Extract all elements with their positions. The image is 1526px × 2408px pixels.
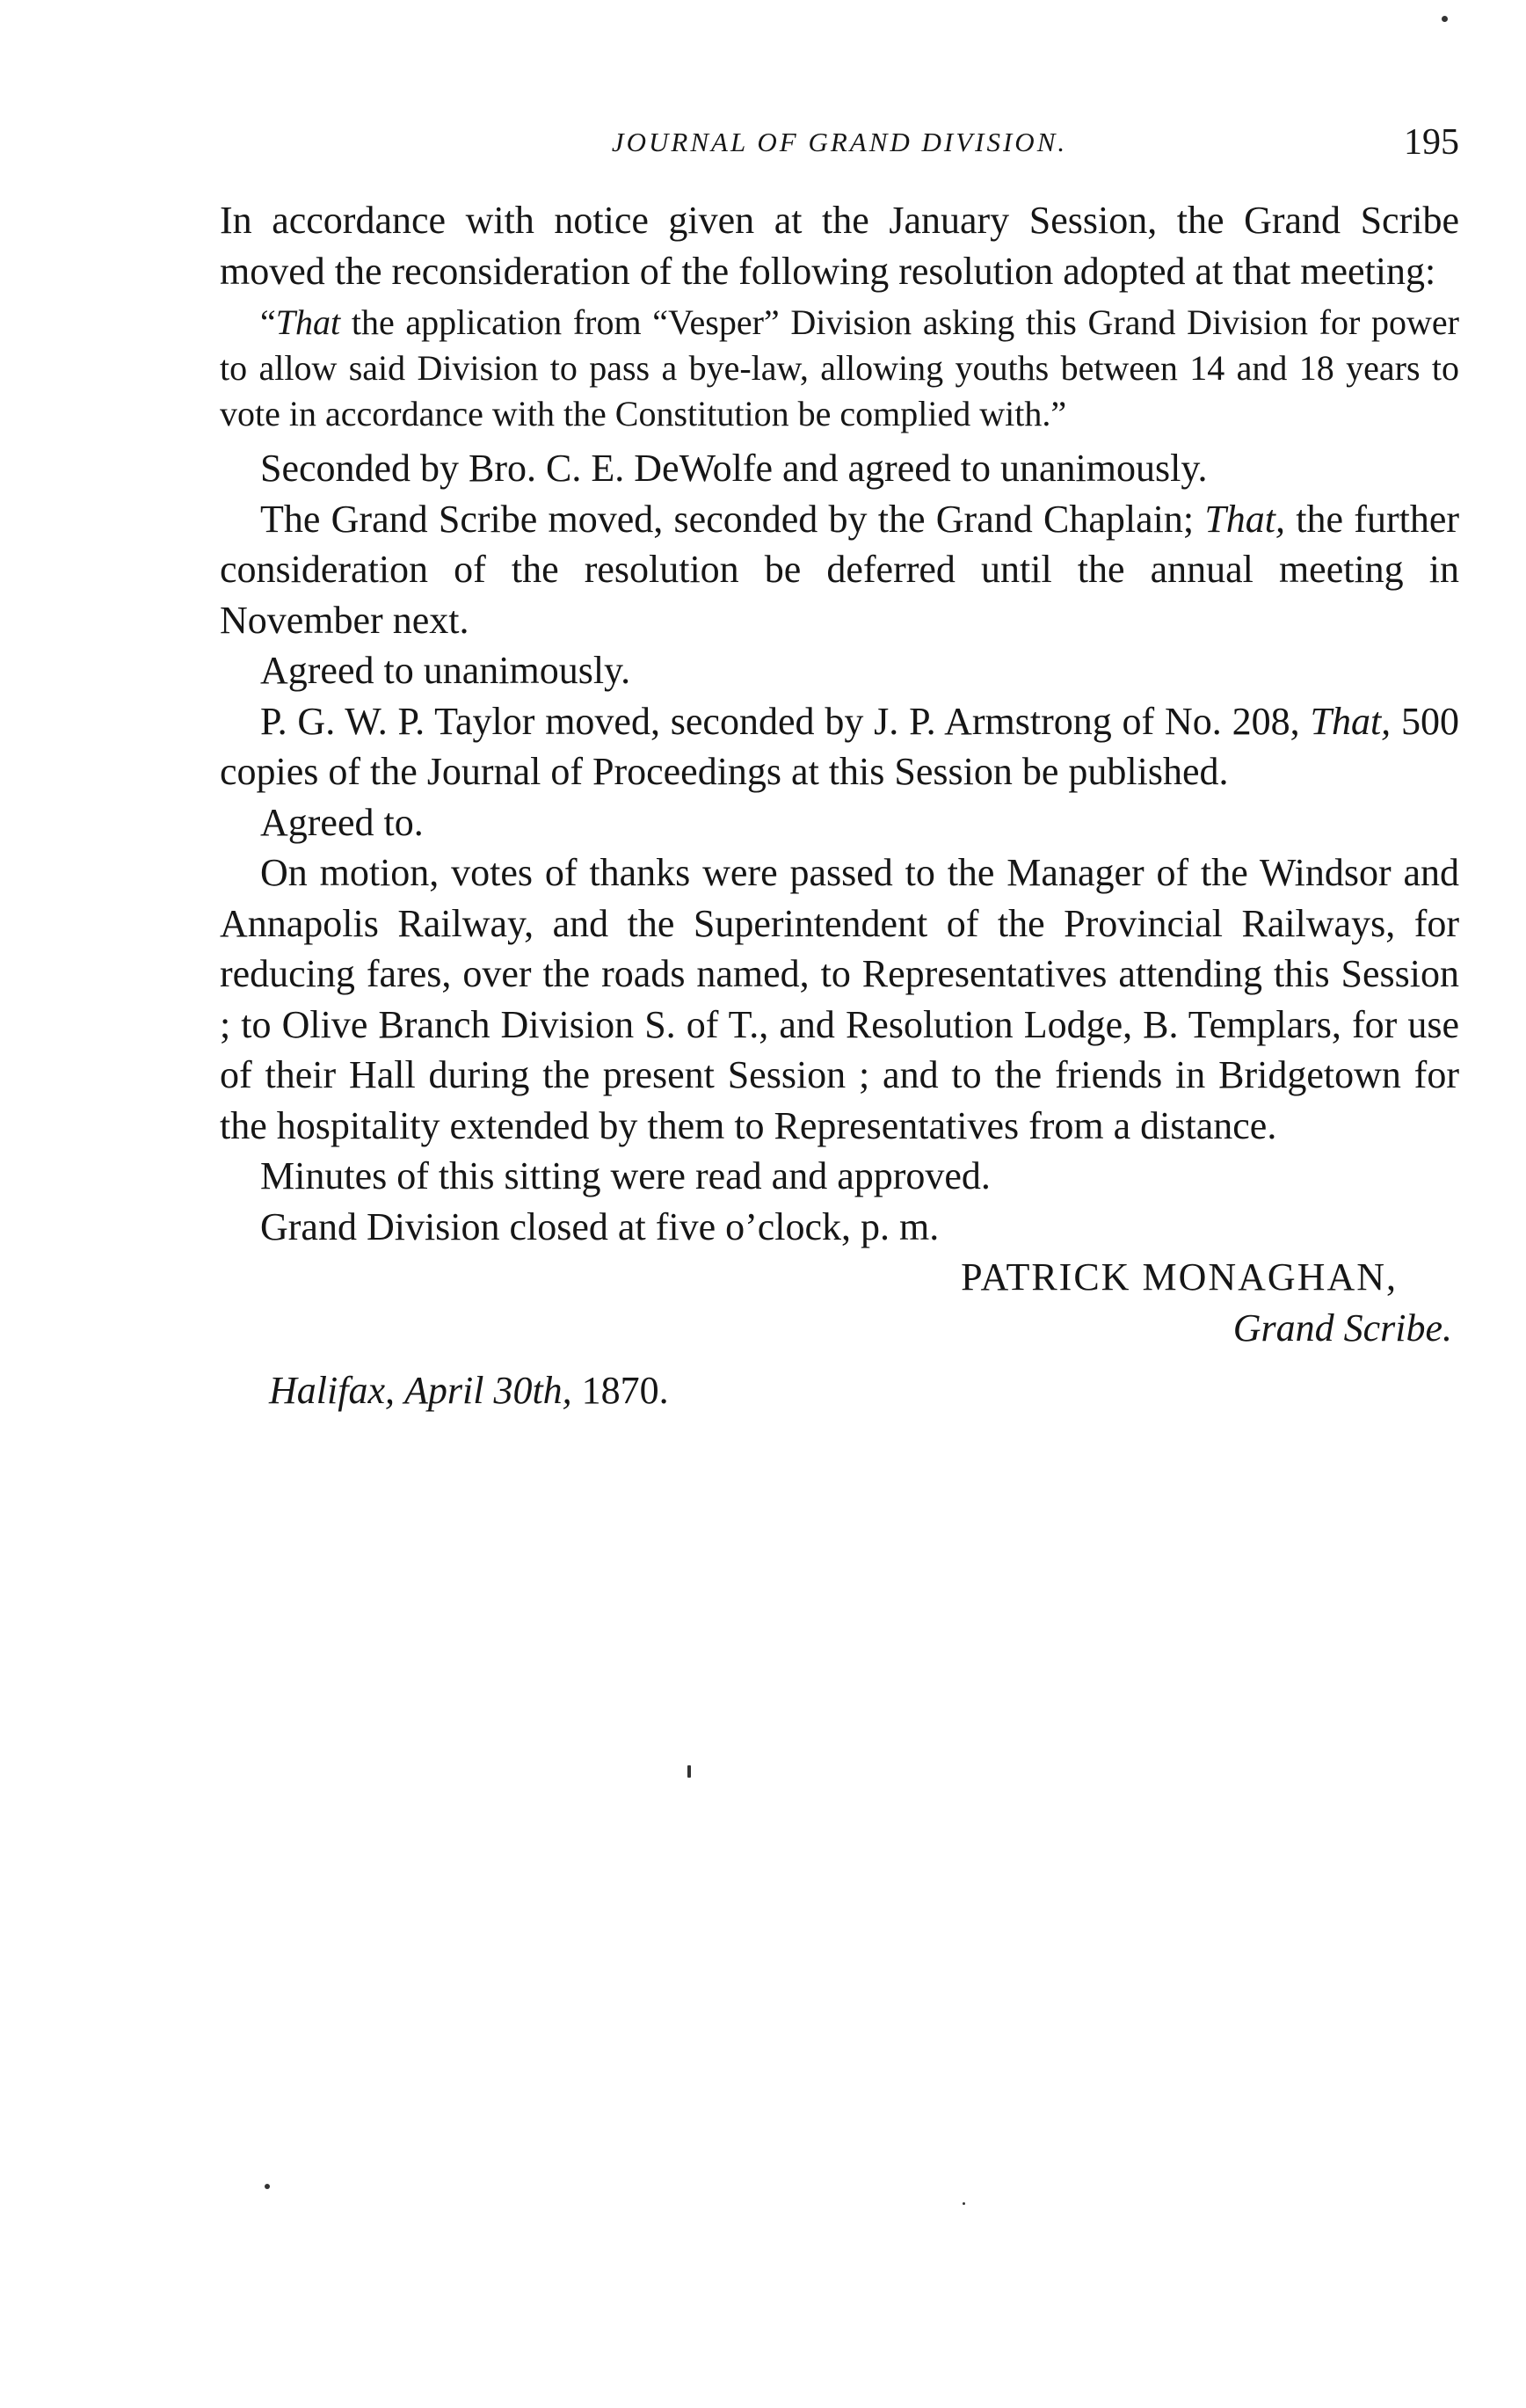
quote-open-mark: “ [260, 302, 276, 342]
paragraph-agreed-unanimously: Agreed to unanimously. [260, 649, 631, 692]
dateline [220, 1365, 1459, 1416]
paragraph-minutes: Minutes of this sitting were read and approved. [260, 1154, 991, 1197]
running-title: JOURNAL OF GRAND DIVISION. [611, 127, 1068, 157]
publication-motion-intro: P. G. W. P. Taylor moved, seconded by J. P. Armstrong of No. 208, [260, 699, 1311, 743]
quoted-resolution [220, 300, 1459, 437]
quote-rest: the application from “Vesper” Division asking this Grand Division for power to allow said Division to pass a bye-law, allowing youths between 14 and 18 years to vote in accordance with the Constitution be complied with.” [220, 302, 1459, 433]
dateline-day: 30th, [493, 1369, 572, 1412]
quote-that: That [275, 302, 341, 342]
paragraph-publication-motion [220, 696, 1459, 797]
signature-title: Grand Scribe. [1232, 1306, 1452, 1349]
paragraph-notice: In accordance with notice given at the January Session, the Grand Scribe moved the reconsideration of the following resolution adopted at that meeting: [220, 199, 1459, 293]
paragraph-agreed: Agreed to. [260, 800, 424, 844]
paragraph-closing: Grand Division closed at five o’clock, p. m. [260, 1204, 940, 1248]
signature-name: PATRICK MONAGHAN, [961, 1255, 1398, 1299]
dateline-place: Halifax, [269, 1369, 395, 1412]
scan-speck [265, 2184, 270, 2189]
publication-motion-rest: 500 copies of the Journal of Proceedings at this Session be published. [220, 699, 1459, 793]
deferral-that: That, [1204, 497, 1286, 541]
dateline-year: 1870. [581, 1369, 669, 1412]
scan-speck [963, 2202, 965, 2205]
paragraph-votes-of-thanks: On motion, votes of thanks were passed to the Manager of the Windsor and Annapolis Railway, and the Superintendent of the Provincial Railways, for reducing fares, over the roads named, to Representatives attending this Session ; to Olive Branch Division S. of T., and Resolution Lodge, B. Templars, for use of their Hall during the present Session ; and to the friends in Bridgetown for the hospitality extended by them to Representatives from a distance. [220, 851, 1459, 1147]
paragraph-deferral-motion [220, 494, 1459, 646]
deferral-motion-intro: The Grand Scribe moved, seconded by the Grand Chaplain; [260, 497, 1205, 541]
running-head [220, 116, 1459, 169]
paragraph-seconded: Seconded by Bro. C. E. DeWolfe and agreed to unanimously. [260, 447, 1208, 490]
deferral-motion-rest: the further consideration of the resolution be deferred until the annual meeting in November next. [220, 497, 1460, 642]
page-number: 195 [1404, 122, 1459, 163]
scan-speck [1442, 16, 1448, 22]
dateline-month: April [403, 1369, 484, 1412]
publication-that: That, [1310, 699, 1392, 743]
scan-speck [687, 1765, 691, 1778]
page-body [220, 195, 1459, 1416]
